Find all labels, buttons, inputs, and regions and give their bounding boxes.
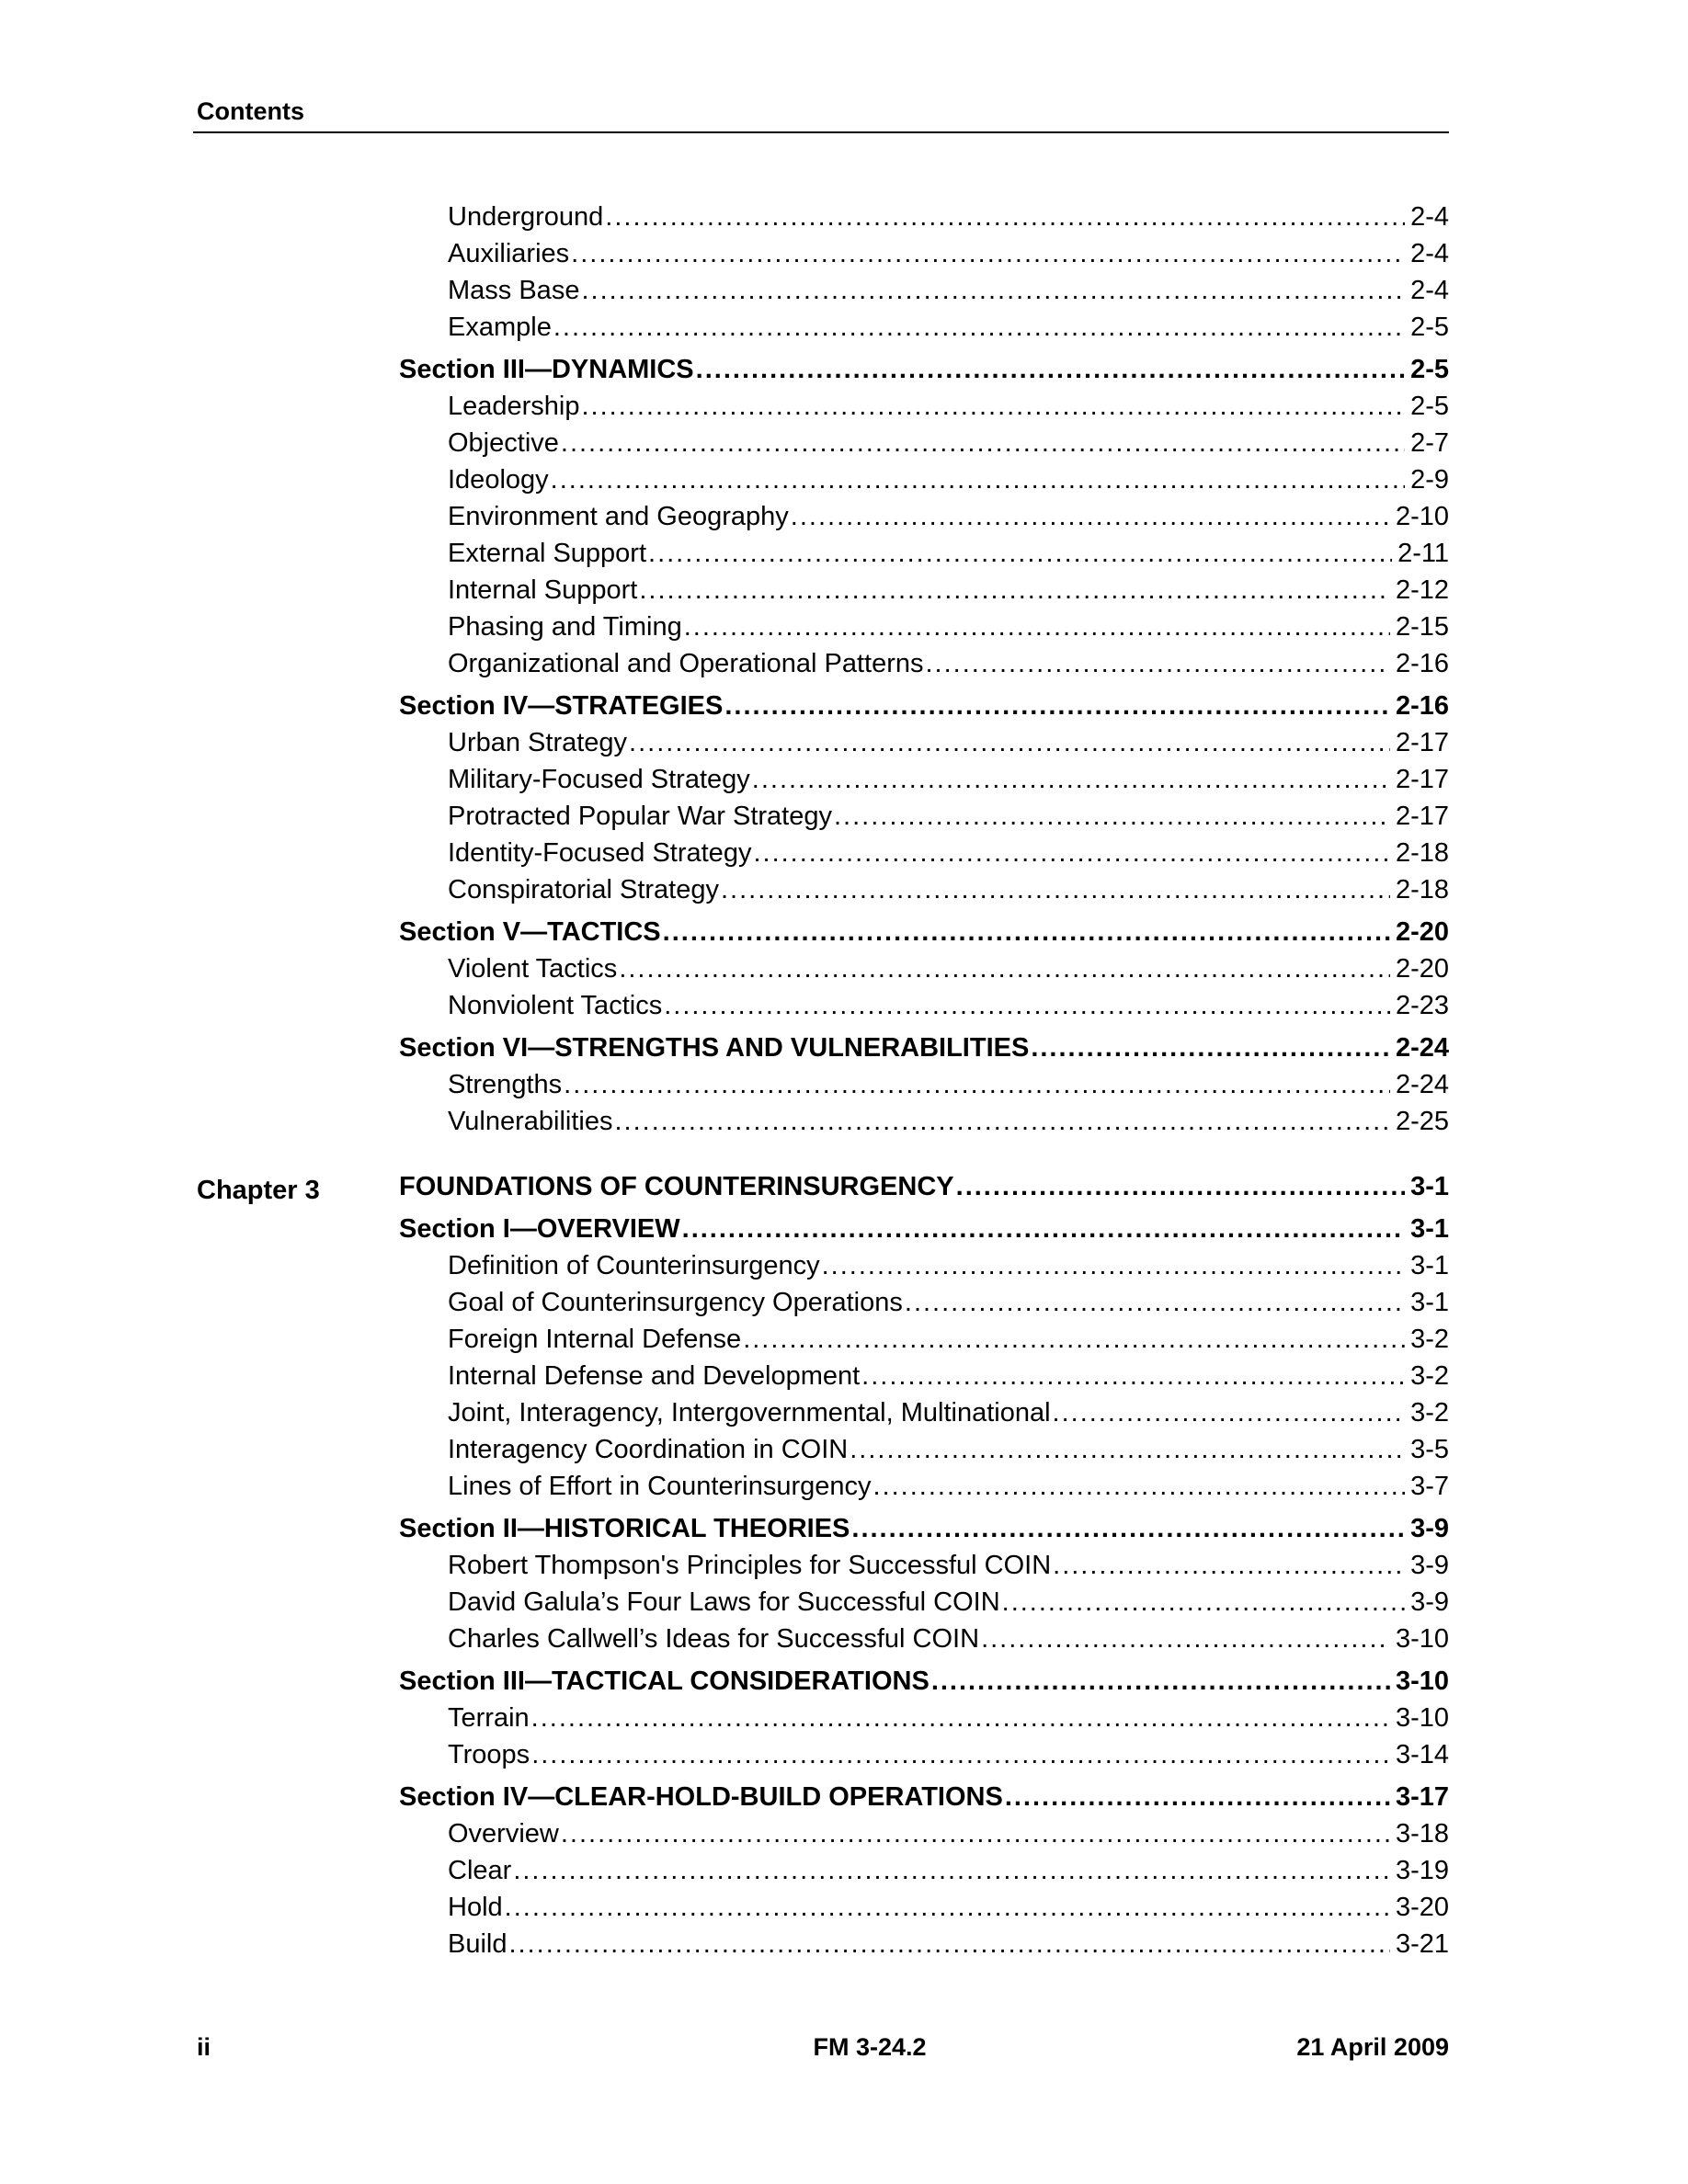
toc-entry — [399, 950, 1449, 987]
toc-entry — [399, 235, 1449, 272]
toc-entry-title: David Galula’s Four Laws for Successful COIN — [448, 1587, 1000, 1617]
dot-leader — [1053, 1394, 1406, 1431]
toc-section-heading — [399, 1510, 1449, 1547]
toc-entry-page: 2-4 — [1410, 239, 1449, 268]
dot-leader — [851, 1510, 1405, 1547]
toc-entry-title: Leadership — [448, 392, 580, 421]
header-rule — [193, 131, 1449, 133]
dot-leader — [956, 1168, 1405, 1205]
toc-entry-title: Section III—DYNAMICS — [399, 355, 694, 384]
dot-leader — [753, 835, 1390, 871]
toc-entry — [399, 1358, 1449, 1394]
footer-page-number: ii — [197, 2033, 211, 2061]
dot-leader — [648, 535, 1392, 572]
dot-leader — [1005, 1779, 1390, 1815]
toc-section-heading — [399, 1663, 1449, 1700]
toc-entry-title: Goal of Counterinsurgency Operations — [448, 1288, 903, 1317]
toc-entry-page: 3-21 — [1395, 1929, 1449, 1959]
toc-entry-page: 3-20 — [1395, 1893, 1449, 1922]
toc-entry-title: Joint, Interagency, Intergovernmental, Multinational — [448, 1398, 1051, 1428]
toc-entry-title: Hold — [448, 1893, 503, 1922]
toc-entry — [399, 1431, 1449, 1468]
toc-list-chapter-2 — [399, 199, 1449, 1140]
toc-entry — [399, 1394, 1449, 1431]
dot-leader — [513, 1852, 1390, 1889]
toc-section-heading — [399, 1029, 1449, 1066]
toc-entry-page: 2-16 — [1395, 649, 1449, 678]
toc-entry-title: Internal Support — [448, 575, 638, 605]
dot-leader — [664, 987, 1390, 1024]
toc-entry-page: 3-19 — [1395, 1856, 1449, 1885]
toc-entry-title: Urban Strategy — [448, 728, 628, 757]
toc-entry — [399, 1547, 1449, 1584]
dot-leader — [1053, 1547, 1405, 1584]
toc-entry-page: 3-1 — [1410, 1172, 1449, 1201]
toc-entry-title: Conspiratorial Strategy — [448, 875, 719, 904]
toc-entry-page: 3-9 — [1410, 1551, 1449, 1580]
toc-entry-title: Section IV—CLEAR-HOLD-BUILD OPERATIONS — [399, 1782, 1003, 1812]
dot-leader — [724, 688, 1390, 724]
toc-entry-page: 3-1 — [1410, 1288, 1449, 1317]
toc-entry — [399, 1815, 1449, 1852]
dot-leader — [850, 1431, 1405, 1468]
toc-entry-title: Overview — [448, 1819, 559, 1848]
toc-entry-title: Interagency Coordination in COIN — [448, 1435, 849, 1464]
toc-entry-page: 2-18 — [1395, 838, 1449, 868]
dot-leader — [981, 1621, 1390, 1657]
toc-entry-title: Underground — [448, 202, 604, 232]
toc-entry-title: Auxiliaries — [448, 239, 570, 268]
toc-entry — [399, 199, 1449, 235]
toc-entry-page: 2-17 — [1395, 728, 1449, 757]
toc-entry-title: Mass Base — [448, 276, 580, 305]
toc-entry-page: 2-20 — [1395, 917, 1449, 947]
toc-entry-page: 2-12 — [1395, 575, 1449, 605]
toc-entry-page: 3-1 — [1410, 1251, 1449, 1280]
toc-entry-title: Ideology — [448, 465, 549, 495]
toc-entry — [399, 871, 1449, 908]
toc-entry-title: Phasing and Timing — [448, 612, 682, 642]
toc-entry-title: Charles Callwell’s Ideas for Successful COIN — [448, 1624, 980, 1654]
dot-leader — [925, 645, 1389, 682]
dot-leader — [791, 498, 1390, 535]
toc-entry — [399, 388, 1449, 425]
footer-publication: FM 3-24.2 — [813, 2033, 927, 2061]
toc-entry-page: 2-5 — [1410, 392, 1449, 421]
toc-entry-page: 3-7 — [1410, 1472, 1449, 1501]
dot-leader — [561, 425, 1405, 461]
dot-leader — [752, 761, 1390, 798]
toc-entry-title: Protracted Popular War Strategy — [448, 802, 832, 831]
toc-entry-title: Section II—HISTORICAL THEORIES — [399, 1514, 850, 1543]
toc-section-heading — [399, 351, 1449, 388]
toc-entry — [399, 1736, 1449, 1773]
toc-entry-page: 2-5 — [1410, 313, 1449, 342]
dot-leader — [834, 798, 1390, 835]
toc-entry — [399, 1103, 1449, 1140]
toc-entry-title: Environment and Geography — [448, 502, 789, 531]
toc-entry-page: 3-2 — [1410, 1325, 1449, 1354]
dot-leader — [581, 272, 1405, 309]
dot-leader — [582, 388, 1406, 425]
toc-entry-title: Objective — [448, 428, 559, 458]
toc-entry-title: Nonviolent Tactics — [448, 991, 663, 1020]
toc-entry-page: 3-9 — [1410, 1587, 1449, 1617]
toc-entry-page: 2-24 — [1395, 1070, 1449, 1099]
dot-leader — [721, 871, 1390, 908]
dot-leader — [619, 950, 1390, 987]
toc-entry — [399, 1926, 1449, 1962]
running-header: Contents — [197, 97, 304, 125]
toc-entry — [399, 309, 1449, 346]
toc-entry-title: Clear — [448, 1856, 512, 1885]
toc-entry — [399, 798, 1449, 835]
dot-leader — [684, 609, 1390, 645]
toc-entry — [399, 987, 1449, 1024]
dot-leader — [614, 1103, 1389, 1140]
dot-leader — [861, 1358, 1405, 1394]
toc-entry — [399, 609, 1449, 645]
toc-entry-title: Identity-Focused Strategy — [448, 838, 752, 868]
toc-entry-page: 2-24 — [1395, 1033, 1449, 1063]
toc-entry — [399, 761, 1449, 798]
dot-leader — [553, 309, 1405, 346]
toc-entry-title: Section III—TACTICAL CONSIDERATIONS — [399, 1666, 930, 1696]
toc-entry-page: 3-10 — [1395, 1703, 1449, 1733]
toc-entry — [399, 461, 1449, 498]
toc-entry-title: Organizational and Operational Patterns — [448, 649, 924, 678]
toc-entry-page: 3-10 — [1395, 1666, 1449, 1696]
toc-entry-page: 2-9 — [1410, 465, 1449, 495]
toc-entry-page: 2-4 — [1410, 202, 1449, 232]
toc-entry — [399, 1468, 1449, 1505]
toc-entry-page: 2-17 — [1395, 765, 1449, 794]
toc-entry-title: Build — [448, 1929, 508, 1959]
toc-entry-page: 3-14 — [1395, 1740, 1449, 1769]
toc-entry — [399, 498, 1449, 535]
dot-leader — [629, 724, 1390, 761]
dot-leader — [822, 1247, 1405, 1284]
toc-entry — [399, 1321, 1449, 1358]
toc-entry-title: Section I—OVERVIEW — [399, 1214, 680, 1244]
chapter-label: Chapter 3 — [197, 1176, 320, 1205]
dot-leader — [561, 1815, 1390, 1852]
toc-entry — [399, 572, 1449, 609]
toc-entry — [399, 1889, 1449, 1926]
toc-entry-title: Strengths — [448, 1070, 563, 1099]
toc-entry-page: 2-10 — [1395, 502, 1449, 531]
dot-leader — [639, 572, 1390, 609]
toc-entry — [399, 1284, 1449, 1321]
toc-entry-title: Internal Defense and Development — [448, 1361, 861, 1391]
toc-entry-title: Lines of Effort in Counterinsurgency — [448, 1472, 872, 1501]
dot-leader — [571, 235, 1405, 272]
toc-entry — [399, 724, 1449, 761]
toc-entry-page: 3-17 — [1395, 1782, 1449, 1812]
footer-date: 21 April 2009 — [1296, 2033, 1449, 2061]
toc-entry-title: Troops — [448, 1740, 530, 1769]
toc-entry — [399, 835, 1449, 871]
toc-entry — [399, 425, 1449, 461]
dot-leader — [605, 199, 1405, 235]
toc-entry-page: 2-20 — [1395, 954, 1449, 984]
toc-entry-title: Example — [448, 313, 552, 342]
toc-entry — [399, 1852, 1449, 1889]
toc-entry-page: 3-9 — [1410, 1514, 1449, 1543]
toc-entry-title: Foreign Internal Defense — [448, 1325, 742, 1354]
dot-leader — [509, 1926, 1390, 1962]
dot-leader — [551, 461, 1405, 498]
dot-leader — [1002, 1584, 1405, 1621]
toc-entry-title: Vulnerabilities — [448, 1107, 613, 1136]
toc-entry — [399, 535, 1449, 572]
toc-entry-title: Military-Focused Strategy — [448, 765, 750, 794]
toc-entry — [399, 1584, 1449, 1621]
toc-entry-page: 2-5 — [1410, 355, 1449, 384]
toc-entry-page: 2-23 — [1395, 991, 1449, 1020]
dot-leader — [663, 914, 1390, 950]
toc-list-chapter-3 — [399, 1168, 1449, 1962]
dot-leader — [564, 1066, 1390, 1103]
toc-entry-page: 2-25 — [1395, 1107, 1449, 1136]
toc-entry-page: 2-15 — [1395, 612, 1449, 642]
dot-leader — [682, 1211, 1405, 1247]
dot-leader — [873, 1468, 1406, 1505]
toc-entry-title: FOUNDATIONS OF COUNTERINSURGENCY — [399, 1172, 954, 1201]
toc-entry-title: External Support — [448, 539, 647, 568]
toc-entry-page: 2-4 — [1410, 276, 1449, 305]
toc-entry-page: 2-18 — [1395, 875, 1449, 904]
dot-leader — [531, 1700, 1390, 1736]
dot-leader — [505, 1889, 1390, 1926]
toc-entry-page: 3-2 — [1410, 1398, 1449, 1428]
toc-entry-page: 2-11 — [1397, 539, 1449, 568]
dot-leader — [696, 351, 1405, 388]
toc-entry — [399, 1247, 1449, 1284]
toc-entry-title: Terrain — [448, 1703, 530, 1733]
toc-entry-title: Definition of Counterinsurgency — [448, 1251, 820, 1280]
toc-section-heading — [399, 1779, 1449, 1815]
toc-entry-page: 2-16 — [1395, 691, 1449, 721]
toc-entry — [399, 645, 1449, 682]
dot-leader — [931, 1663, 1390, 1700]
toc-entry — [399, 1621, 1449, 1657]
toc-section-heading — [399, 1168, 1449, 1205]
toc-entry-title: Section VI—STRENGTHS AND VULNERABILITIES — [399, 1033, 1030, 1063]
toc-entry-page: 3-10 — [1395, 1624, 1449, 1654]
toc-entry-page: 3-5 — [1410, 1435, 1449, 1464]
toc-entry-page: 3-2 — [1410, 1361, 1449, 1391]
toc-section-heading — [399, 1211, 1449, 1247]
toc-section-heading — [399, 688, 1449, 724]
toc-entry — [399, 272, 1449, 309]
toc-entry — [399, 1700, 1449, 1736]
toc-entry-title: Section V—TACTICS — [399, 917, 661, 947]
dot-leader — [905, 1284, 1405, 1321]
toc-entry-title: Robert Thompson's Principles for Successful COIN — [448, 1551, 1052, 1580]
toc-entry-title: Violent Tactics — [448, 954, 618, 984]
toc-entry-page: 3-18 — [1395, 1819, 1449, 1848]
dot-leader — [531, 1736, 1390, 1773]
toc-entry-page: 2-7 — [1410, 428, 1449, 458]
toc-entry — [399, 1066, 1449, 1103]
dot-leader — [1031, 1029, 1390, 1066]
toc-entry-title: Section IV—STRATEGIES — [399, 691, 724, 721]
toc-entry-page: 2-17 — [1395, 802, 1449, 831]
dot-leader — [743, 1321, 1405, 1358]
toc-entry-page: 3-1 — [1410, 1214, 1449, 1244]
toc-section-heading — [399, 914, 1449, 950]
